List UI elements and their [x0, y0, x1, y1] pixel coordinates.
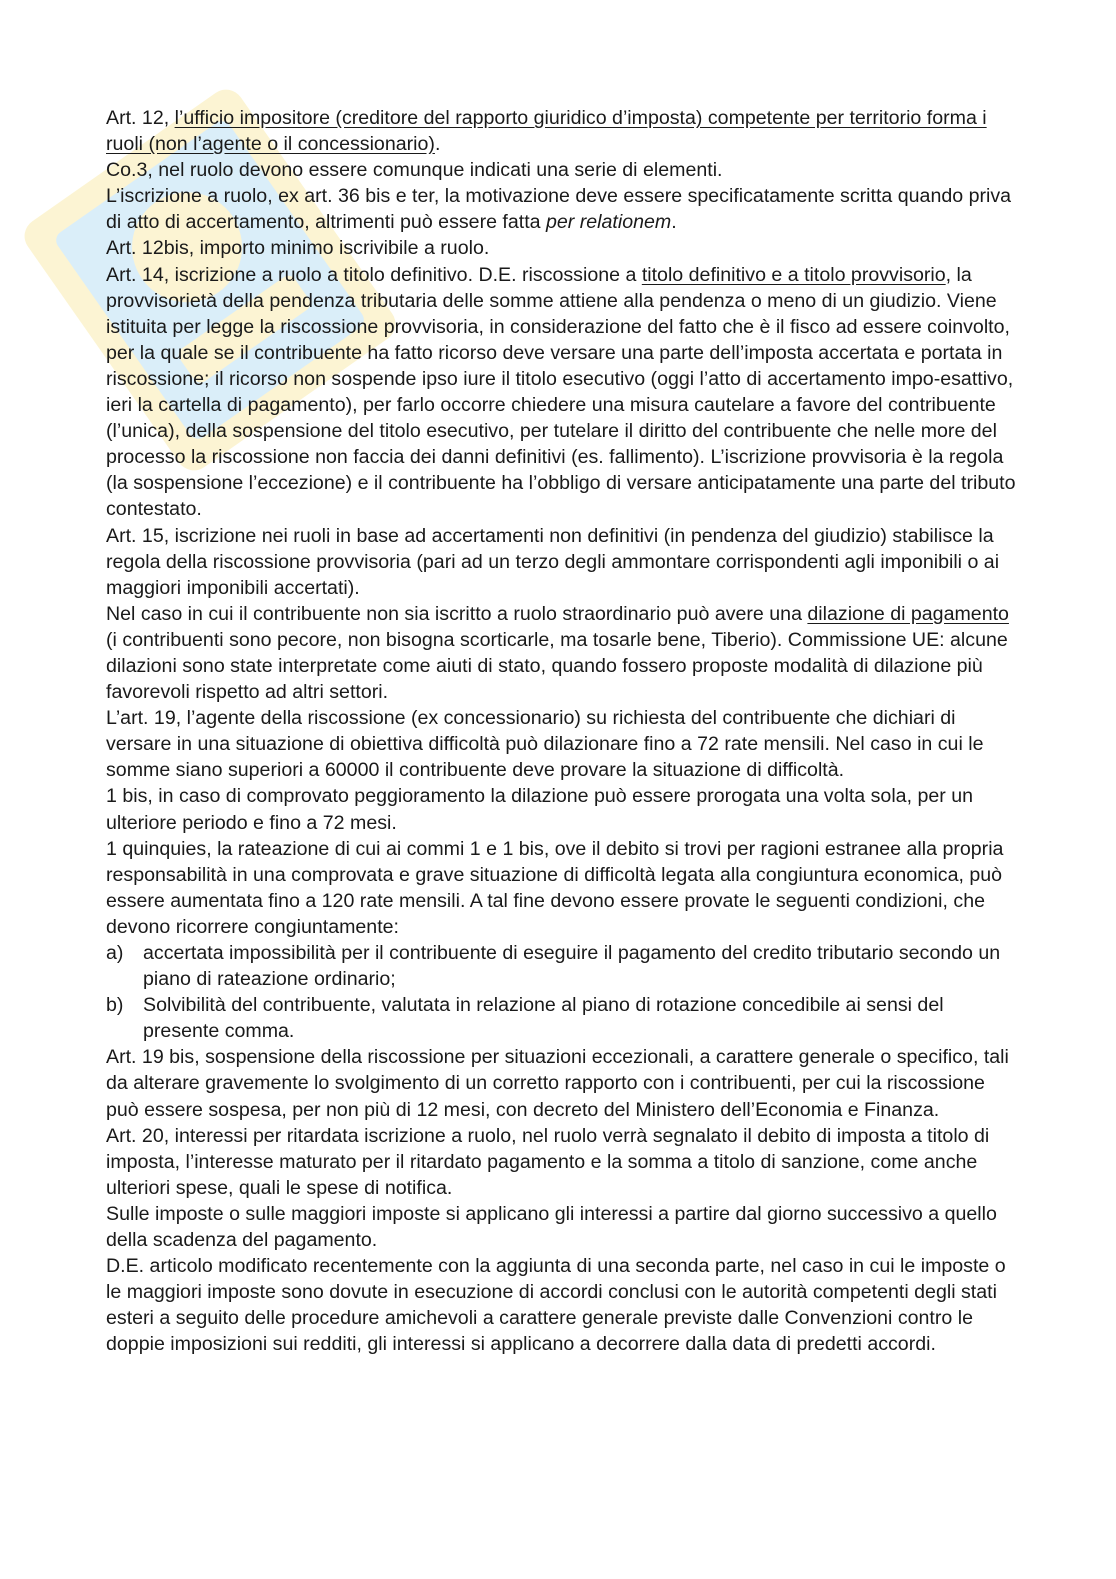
paragraph-dilazione: Nel caso in cui il contribuente non sia iscritto a ruolo straordinario può avere una dilazione di pagamento (i contribuenti sono pecore, non bisogna scorticarle, ma tosarle bene, Tiberio). Commissione UE: alcune dilazioni sono state interpretate come aiuti di stato, quando fossero proposte modalità di dilazione più favorevoli rispetto ad altri settori. [106, 602, 1009, 704]
list-item-text: Solvibilità del contribuente, valutata in relazione al piano di rotazione concedibile ai sensi del presente comma. [143, 994, 944, 1043]
paragraph-modifica: D.E. articolo modificato recentemente con la aggiunta di una seconda parte, nel caso in cui le imposte o le maggiori imposte sono dovute in esecuzione di accordi conclusi con le autorità competenti degli stati esteri a seguito delle procedure amichevoli a carattere generale previste dalle Convenzioni contro le doppie imposizioni sui redditi, gli interessi si applicano a decorrere dalla data di predetti accordi. [106, 1255, 1006, 1356]
document-body [106, 105, 1016, 1358]
italic-phrase: per relationem [546, 211, 672, 234]
paragraph-iscrizione-ruolo: L’iscrizione a ruolo, ex art. 36 bis e ter, la motivazione deve essere specificatamente scritta quando priva di atto di accertamento, altrimenti può essere fatta per relationem. [106, 185, 1012, 234]
paragraph-art-14: Art. 14, iscrizione a ruolo a titolo definitivo. D.E. riscossione a titolo definitivo e a titolo provvisorio, la provvisorietà della pendenza tributaria delle somme attiene alla pendenza o meno di un giudizio. Viene istituita per legge la riscossione provvisoria, in considerazione del fatto che è il fisco ad essere coinvolto, per la quale se il contribuente ha fatto ricorso deve versare una parte dell’imposta accertata e portata in riscossione; il ricorso non sospende ipso iure il titolo esecutivo (oggi l’atto di accertamento impo-esattivo, ieri la cartella di pagamento), per farlo occorre chiedere una misura cautelare a favore del contribuente (l’unica), della sospensione del titolo esecutivo, per tutelare il diritto del contribuente che nelle more del processo la riscossione non faccia dei danni definitivi (es. fallimento). L’iscrizione provvisoria è la regola (la sospensione l’eccezione) e il contribuente ha l’obbligo di versare anticipatamente una parte del tributo contestato. [106, 263, 1016, 521]
underlined-phrase: l’ufficio impositore (creditore del rapporto giuridico d’imposta) competente per territorio forma i ruoli (non l’agente o il concessionario) [106, 107, 987, 156]
list-marker: b) [106, 994, 124, 1017]
paragraph-art-20: Art. 20, interessi per ritardata iscrizione a ruolo, nel ruolo verrà segnalato il debito di imposta a titolo di imposta, l’interesse maturato per il ritardato pagamento e la somma a titolo di sanzione, come anche ulteriori spese, quali le spese di notifica. [106, 1124, 990, 1199]
underlined-phrase: dilazione di pagamento [807, 602, 1009, 625]
paragraph-interessi: Sulle imposte o sulle maggiori imposte si applicano gli interessi a partire dal giorno successivo a quello della scadenza del pagamento. [106, 1202, 997, 1252]
paragraph-art-19: L’art. 19, l’agente della riscossione (ex concessionario) su richiesta del contribuente che dichiari di versare in una situazione di obiettiva difficoltà può dilazionare fino a 72 rate mensili. Nel caso in cui le somme siano superiori a 60000 il contribuente deve provare la situazione di difficoltà. [106, 707, 984, 782]
list-item-a [106, 940, 1016, 992]
underlined-phrase: titolo definitivo e a titolo provvisorio [641, 263, 946, 286]
list-item-b [106, 992, 1016, 1044]
list-marker: a) [106, 942, 124, 964]
paragraph-art-12: Art. 12, l’ufficio impositore (creditore del rapporto giuridico d’imposta) competente per territorio forma i ruoli (non l’agente o il concessionario). [106, 107, 987, 156]
paragraph-art-15: Art. 15, iscrizione nei ruoli in base ad accertamenti non definitivi (in pendenza del giudizio) stabilisce la regola della riscossione provvisoria (pari ad un terzo degli ammontare corrispondenti agli imponibili o ai maggiori imponibili accertati). [106, 524, 1000, 599]
paragraph-art-12bis: Art. 12bis, importo minimo iscrivibile a ruolo. [106, 237, 490, 260]
paragraph-1-quinquies: 1 quinquies, la rateazione di cui ai commi 1 e 1 bis, ove il debito si trovi per ragioni estranee alla propria responsabilità in una comprovata e grave situazione di difficoltà legata alla congiuntura economica, può essere aumentata fino a 120 rate mensili. A tal fine devono essere provate le seguenti condizioni, che devono ricorrere congiuntamente: [106, 837, 1004, 938]
list-item-text: accertata impossibilità per il contribuente di eseguire il pagamento del credito tributario secondo un piano di rateazione ordinario; [143, 942, 1001, 991]
paragraph-co-3: Co.3, nel ruolo devono essere comunque indicati una serie di elementi. [106, 159, 723, 182]
paragraph-1-bis: 1 bis, in caso di comprovato peggioramento la dilazione può essere prorogata una volta sola, per un ulteriore periodo e fino a 72 mesi. [106, 785, 974, 834]
paragraph-art-19-bis: Art. 19 bis, sospensione della riscossione per situazioni eccezionali, a carattere generale o specifico, tali da alterare gravemente lo svolgimento di un corretto rapporto con i contribuenti, per cui la riscossione può essere sospesa, per non più di 12 mesi, con decreto del Ministero dell’Economia e Finanza. [106, 1046, 1009, 1121]
